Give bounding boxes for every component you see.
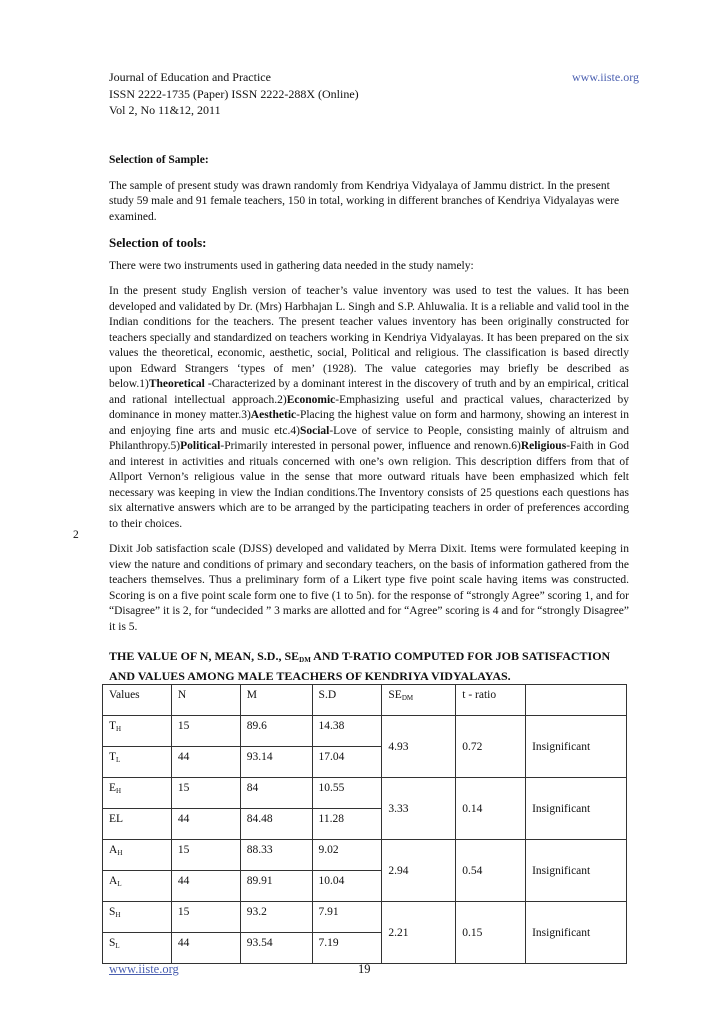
volume-line: Vol 2, No 11&12, 2011 — [109, 103, 221, 117]
footer-url-link[interactable]: www.iiste.org — [109, 962, 179, 976]
cell-m: 93.2 — [240, 902, 312, 933]
cell-t: 0.72 — [456, 716, 526, 778]
cell-sig: Insignificant — [526, 778, 627, 840]
cell-sd: 10.04 — [312, 871, 382, 902]
cell-t: 0.15 — [456, 902, 526, 964]
cell-n: 15 — [171, 902, 240, 933]
value-inventory-paragraph: In the present study English version of teacher’s value inventory was used to test the values. It has been developed and validated by Dr. (Mrs) Harbhajan L. Singh and S.P. Ahluwalia. It is a reliable and valid tool in the Indian conditions for the teachers. The present teacher values inventory has been originally constructed for teachers specially and standardized on teachers working in Kendriya Vidyalayas. It has been prepared on the six values the theoretical, economic, aesthetic, social, Political and religious. The classification is based directly upon Edward Strangers ‘types of men’ (1928). The value categories may briefly be described as below.1)Theoretical -Characterized by a dominant interest in the discovery of truth and by an empirical, critical and rational intellectual approach.2)Economic-Emphasizing useful and practical values, characterized by dominance in money matter.3)Aesthetic-Placing the highest value on form and harmony, showing an interest in and enjoying fine arts and music etc.4)Social-Love of service to People, consisting mainly of altruism and Philanthropy.5)Political-Primarily interested in personal power, influence and renown.6)Religious-Faith in God and interest in activities and rituals concerned with one’s own religion. This description differs from that of Allport Vernon’s religious value in the sense that more outward rituals have been emphasized which felt necessary was keeping in view the Indian conditions.The Inventory consists of 25 questions each questions has six alternative answers which are to be arranged by the participating teachers in order of preferences according to their choices. — [109, 285, 630, 530]
cell-se: 2.21 — [382, 902, 456, 964]
value-theoretical: Theoretical — [148, 378, 205, 390]
tools-heading: Selection of tools: — [109, 235, 207, 250]
journal-header — [109, 69, 639, 119]
value-economic: Economic — [286, 393, 336, 406]
value-social: Social — [299, 424, 330, 437]
cell-n: 44 — [171, 933, 240, 964]
djss-paragraph: Dixit Job satisfaction scale (DJSS) developed and validated by Merra Dixit. Items were formulated keeping in view the nature and conditions of primary and secondary teachers, on the basis of information gathered from the teachers themselves. Thus a preliminary form of a Likert type five point scale having items was constructed. Scoring is on a five point scale form one to five (1 to 5n). for the response of “strongly Agree” scoring 1, and for “Disagree” it is 2, for “undecided ” 3 marks are allotted and for “Agree” scoring is 4 and for “strongly Disagree” it is 5. — [109, 543, 629, 633]
row-label: $T_L$ — [103, 747, 172, 778]
tools-intro: There were two instruments used in gathering data needed in the study namely: — [109, 259, 474, 272]
cell-sd: 7.91 — [312, 902, 382, 933]
page-footer — [109, 962, 639, 977]
cell-sig: Insignificant — [526, 840, 627, 902]
issn-line: ISSN 2222-1735 (Paper) ISSN 2222-288X (Online) — [109, 86, 359, 101]
cell-se: 4.93 — [382, 716, 456, 778]
cell-m: 93.14 — [240, 747, 312, 778]
cell-sig: Insignificant — [526, 902, 627, 964]
cell-se: 2.94 — [382, 840, 456, 902]
row-label: EL — [103, 809, 172, 840]
journal-url-link[interactable]: www.iiste.org — [572, 70, 639, 84]
cell-n: 44 — [171, 747, 240, 778]
cell-n: 15 — [171, 778, 240, 809]
table-row — [103, 840, 627, 871]
results-table — [102, 684, 627, 964]
cell-sd: 10.55 — [312, 778, 382, 809]
table-row — [103, 716, 627, 747]
cell-sd: 9.02 — [312, 840, 382, 871]
cell-t: 0.14 — [456, 778, 526, 840]
row-label: $A_H$ — [103, 840, 172, 871]
cell-m: 89.6 — [240, 716, 312, 747]
value-aesthetic: Aesthetic — [250, 409, 297, 421]
sample-heading: Selection of Sample: — [109, 154, 209, 166]
row-label: $S_L$ — [103, 933, 172, 964]
cell-m: 89.91 — [240, 871, 312, 902]
cell-sd: 14.38 — [312, 716, 382, 747]
row-label: $E_H$ — [103, 778, 172, 809]
cell-n: 44 — [171, 809, 240, 840]
table-title: THE VALUE OF N, MEAN, S.D., $SE_{DM}$ AND T-RATIO COMPUTED FOR JOB SATISFACTION AND VALUES AMONG MALE TEACHERS OF KENDRIYA VIDYALAYAS. — [109, 649, 611, 683]
row-label: $S_H$ — [103, 902, 172, 933]
table-header-row: Values N M S.D $SE_{DM}$ t - ratio — [103, 685, 627, 716]
cell-sd: 11.28 — [312, 809, 382, 840]
value-political: Political — [180, 440, 221, 452]
row-label: $A_L$ — [103, 871, 172, 902]
table-row — [103, 902, 627, 933]
cell-n: 15 — [171, 716, 240, 747]
row-label: $T_H$ — [103, 716, 172, 747]
cell-m: 84 — [240, 778, 312, 809]
cell-m: 84.48 — [240, 809, 312, 840]
cell-t: 0.54 — [456, 840, 526, 902]
cell-m: 88.33 — [240, 840, 312, 871]
cell-sd: 7.19 — [312, 933, 382, 964]
cell-n: 44 — [171, 871, 240, 902]
value-religious: Religious — [520, 440, 567, 452]
sample-paragraph: The sample of present study was drawn randomly from Kendriya Vidyalaya of Jammu district. In the present study 59 male and 91 female teachers, 150 in total, working in different branches of Kendriya Vidyalayas were examined. — [109, 179, 620, 223]
cell-sd: 17.04 — [312, 747, 382, 778]
page-number: 19 — [358, 962, 371, 976]
table-row — [103, 778, 627, 809]
cell-m: 93.54 — [240, 933, 312, 964]
cell-sig: Insignificant — [526, 716, 627, 778]
cell-n: 15 — [171, 840, 240, 871]
journal-name: Journal of Education and Practice — [109, 70, 271, 84]
article-body — [109, 153, 629, 684]
cell-se: 3.33 — [382, 778, 456, 840]
item-number: 2 — [73, 529, 79, 541]
